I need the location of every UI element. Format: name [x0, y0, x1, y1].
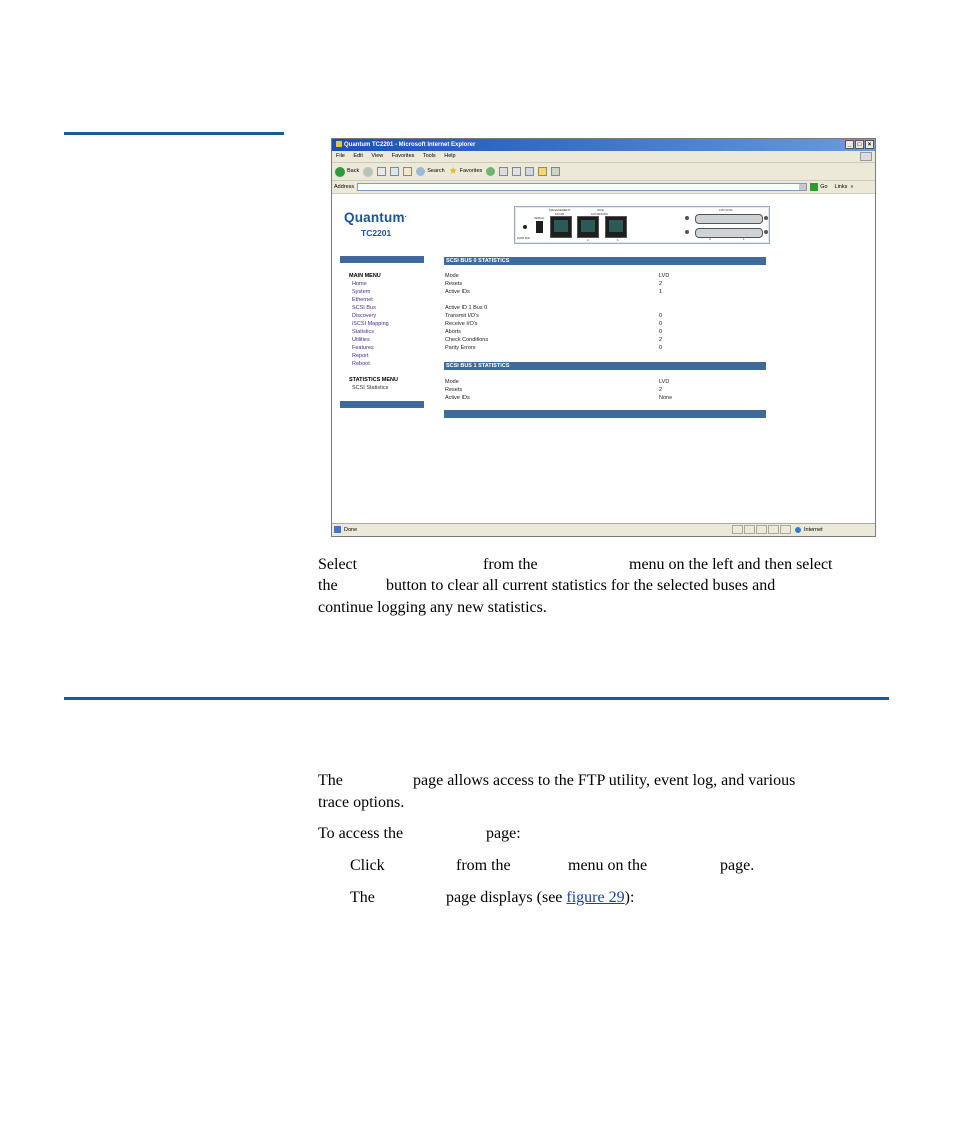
menu-tools[interactable]: Tools — [422, 153, 436, 159]
globe-icon — [795, 527, 801, 533]
chevron-down-icon[interactable] — [799, 184, 806, 190]
serial-label: SERIAL — [534, 216, 545, 220]
menu-link-utilities[interactable]: Utilities — [352, 337, 370, 343]
management-label: MANAGEMENT — [549, 208, 571, 212]
ie-icon — [336, 141, 342, 147]
back-arrow-icon — [335, 167, 345, 177]
statistics-menu-title: STATISTICS MENU — [349, 377, 398, 383]
mail-icon[interactable] — [499, 167, 508, 176]
body-text: continue logging any new statistics. — [318, 599, 547, 616]
menu-link-statistics[interactable]: Statistics — [352, 329, 375, 335]
body-text: trace options. — [318, 794, 405, 811]
status-text: Done — [344, 527, 358, 533]
step-text: from the — [456, 857, 511, 874]
section-rule-long — [64, 697, 889, 700]
print-icon[interactable] — [512, 167, 521, 176]
section-rule-short — [64, 132, 284, 135]
menu-favorites[interactable]: Favorites — [391, 153, 415, 159]
serial-port — [536, 221, 543, 233]
screw — [764, 230, 768, 234]
menu-view[interactable]: View — [371, 153, 384, 159]
quantum-logo: Quantum. — [344, 210, 407, 225]
page-icon — [334, 526, 341, 533]
step-text: The — [350, 889, 375, 906]
menu-link-scsi-statistics[interactable]: SCSI Statistics — [352, 385, 389, 391]
menu-link-features[interactable]: Features — [352, 345, 374, 351]
search-icon — [416, 167, 425, 176]
menu-edit[interactable]: Edit — [353, 153, 363, 159]
menu-bar — [332, 151, 875, 163]
folder-icon[interactable] — [538, 167, 547, 176]
scsi-bus-1-header: SCSI BUS 1 STATISTICS — [444, 362, 766, 370]
maximize-icon[interactable]: □ — [855, 140, 864, 149]
back-button[interactable]: Back — [335, 163, 359, 180]
links-button[interactable]: Links — [834, 184, 848, 190]
edit-icon[interactable] — [525, 167, 534, 176]
screw — [685, 230, 689, 234]
body-text: menu on the left and then select — [629, 556, 833, 573]
main-menu-title: MAIN MENU — [349, 273, 381, 279]
power-led — [523, 225, 527, 229]
forward-button[interactable] — [363, 167, 373, 177]
menu-link-iscsi-mapping[interactable]: iSCSI Mapping — [352, 321, 389, 327]
body-text: button to clear all current statistics for the selected buses and — [386, 577, 776, 594]
stop-icon[interactable] — [377, 167, 386, 176]
favorites-button[interactable]: ★ Favorites — [449, 163, 483, 180]
star-icon: ★ — [448, 166, 458, 177]
figure-link[interactable]: figure 29 — [566, 889, 625, 906]
menu-link-system[interactable]: System — [352, 289, 371, 295]
go-button[interactable]: Go — [810, 181, 827, 193]
menu-link-report[interactable]: Report — [352, 353, 369, 359]
bus-label-1: 1 — [743, 237, 745, 241]
title-bar — [332, 139, 875, 151]
body-text: page: — [486, 825, 521, 842]
history-icon[interactable] — [486, 167, 495, 176]
scsi-label: SCSI — [597, 208, 605, 212]
menu-file[interactable]: File — [336, 153, 345, 159]
port-label-2: 2 — [587, 238, 589, 242]
forward-arrow-icon — [363, 167, 373, 177]
status-bar — [332, 523, 875, 536]
step-text: Click — [350, 857, 385, 874]
page-content: Quantum. TC2201 SERIAL MANAGEMENT 10/100 SCSI 10/100/1000 LVD SCSI PWR IDS 2 1 0 1 MAIN MENU Home System Ethernet SCSI Bus Discovery iSCSI Mapping Statistics Utilities Features Report Reboot STATISTICS MENU SCSI Statistics SCSI BUS 0 STATISTICS Mode LVD Resets 2 Active IDs 1 Active ID 1 Bus 0 Transmit I/O's 0 Receive I/O's 0 Aborts 0 Check Conditions 2 Parity Errors 0 SCSI BUS 1 STATISTICS Mode LVD Resets 2 Active IDs None — [332, 194, 875, 521]
chevron-right-icon[interactable]: » — [850, 184, 854, 190]
body-text: page allows access to the FTP utility, event log, and various — [413, 772, 796, 789]
sidebar-footer-bar — [340, 401, 424, 408]
screw — [685, 216, 689, 220]
scsi-bus-0-header: SCSI BUS 0 STATISTICS — [444, 257, 766, 265]
scsi-connector-top — [695, 214, 763, 224]
body-text: The — [318, 772, 343, 789]
close-icon[interactable]: × — [865, 140, 874, 149]
port-label-1: 1 — [617, 238, 619, 242]
menu-link-home[interactable]: Home — [352, 281, 367, 287]
body-text: Select — [318, 556, 358, 573]
body-text: To access the — [318, 825, 404, 842]
minimize-icon[interactable]: _ — [845, 140, 854, 149]
menu-help[interactable]: Help — [444, 153, 456, 159]
menu-link-reboot[interactable]: Reboot — [352, 361, 370, 367]
ethernet-port-1 — [605, 216, 627, 238]
address-label: Address — [334, 184, 355, 190]
management-speed-label: 10/100 — [555, 212, 565, 216]
address-bar — [332, 181, 875, 194]
messenger-icon[interactable] — [551, 167, 560, 176]
search-button[interactable]: Search — [416, 163, 444, 180]
home-icon[interactable] — [403, 167, 412, 176]
menu-link-scsi-bus[interactable]: SCSI Bus — [352, 305, 376, 311]
device-panel-image — [514, 206, 770, 244]
browser-window-screenshot — [331, 138, 876, 537]
status-cells — [732, 525, 791, 534]
screw — [764, 216, 768, 220]
model-name: TC2201 — [361, 228, 392, 238]
address-input[interactable] — [357, 183, 807, 191]
step-text: page displays (see figure 29): — [446, 889, 635, 906]
scsi-bus-1-footer-bar — [444, 410, 766, 418]
step-text: menu on the — [568, 857, 648, 874]
zone-text: Internet — [804, 527, 823, 533]
body-text: the — [318, 577, 338, 594]
sidebar-header-bar — [340, 256, 424, 263]
lvd-label: LVD SCSI — [719, 208, 733, 212]
management-port — [550, 216, 572, 238]
body-text: from the — [483, 556, 538, 573]
refresh-icon[interactable] — [390, 167, 399, 176]
pwr-label: PWR IDS — [517, 236, 530, 240]
menu-link-discovery[interactable]: Discovery — [352, 313, 377, 319]
toolbar — [332, 163, 875, 181]
bus-label-0: 0 — [709, 237, 711, 241]
menu-link-ethernet[interactable]: Ethernet — [352, 297, 373, 303]
go-arrow-icon — [810, 183, 818, 191]
ethernet-port-2 — [577, 216, 599, 238]
window-title: Quantum TC2201 - Microsoft Internet Explorer — [344, 142, 476, 148]
windows-flag-icon — [860, 152, 872, 161]
step-text: page. — [720, 857, 755, 874]
scsi-connector-bottom — [695, 228, 763, 238]
scsi-speed-label: 10/100/1000 — [591, 212, 608, 216]
window-controls — [845, 140, 874, 149]
